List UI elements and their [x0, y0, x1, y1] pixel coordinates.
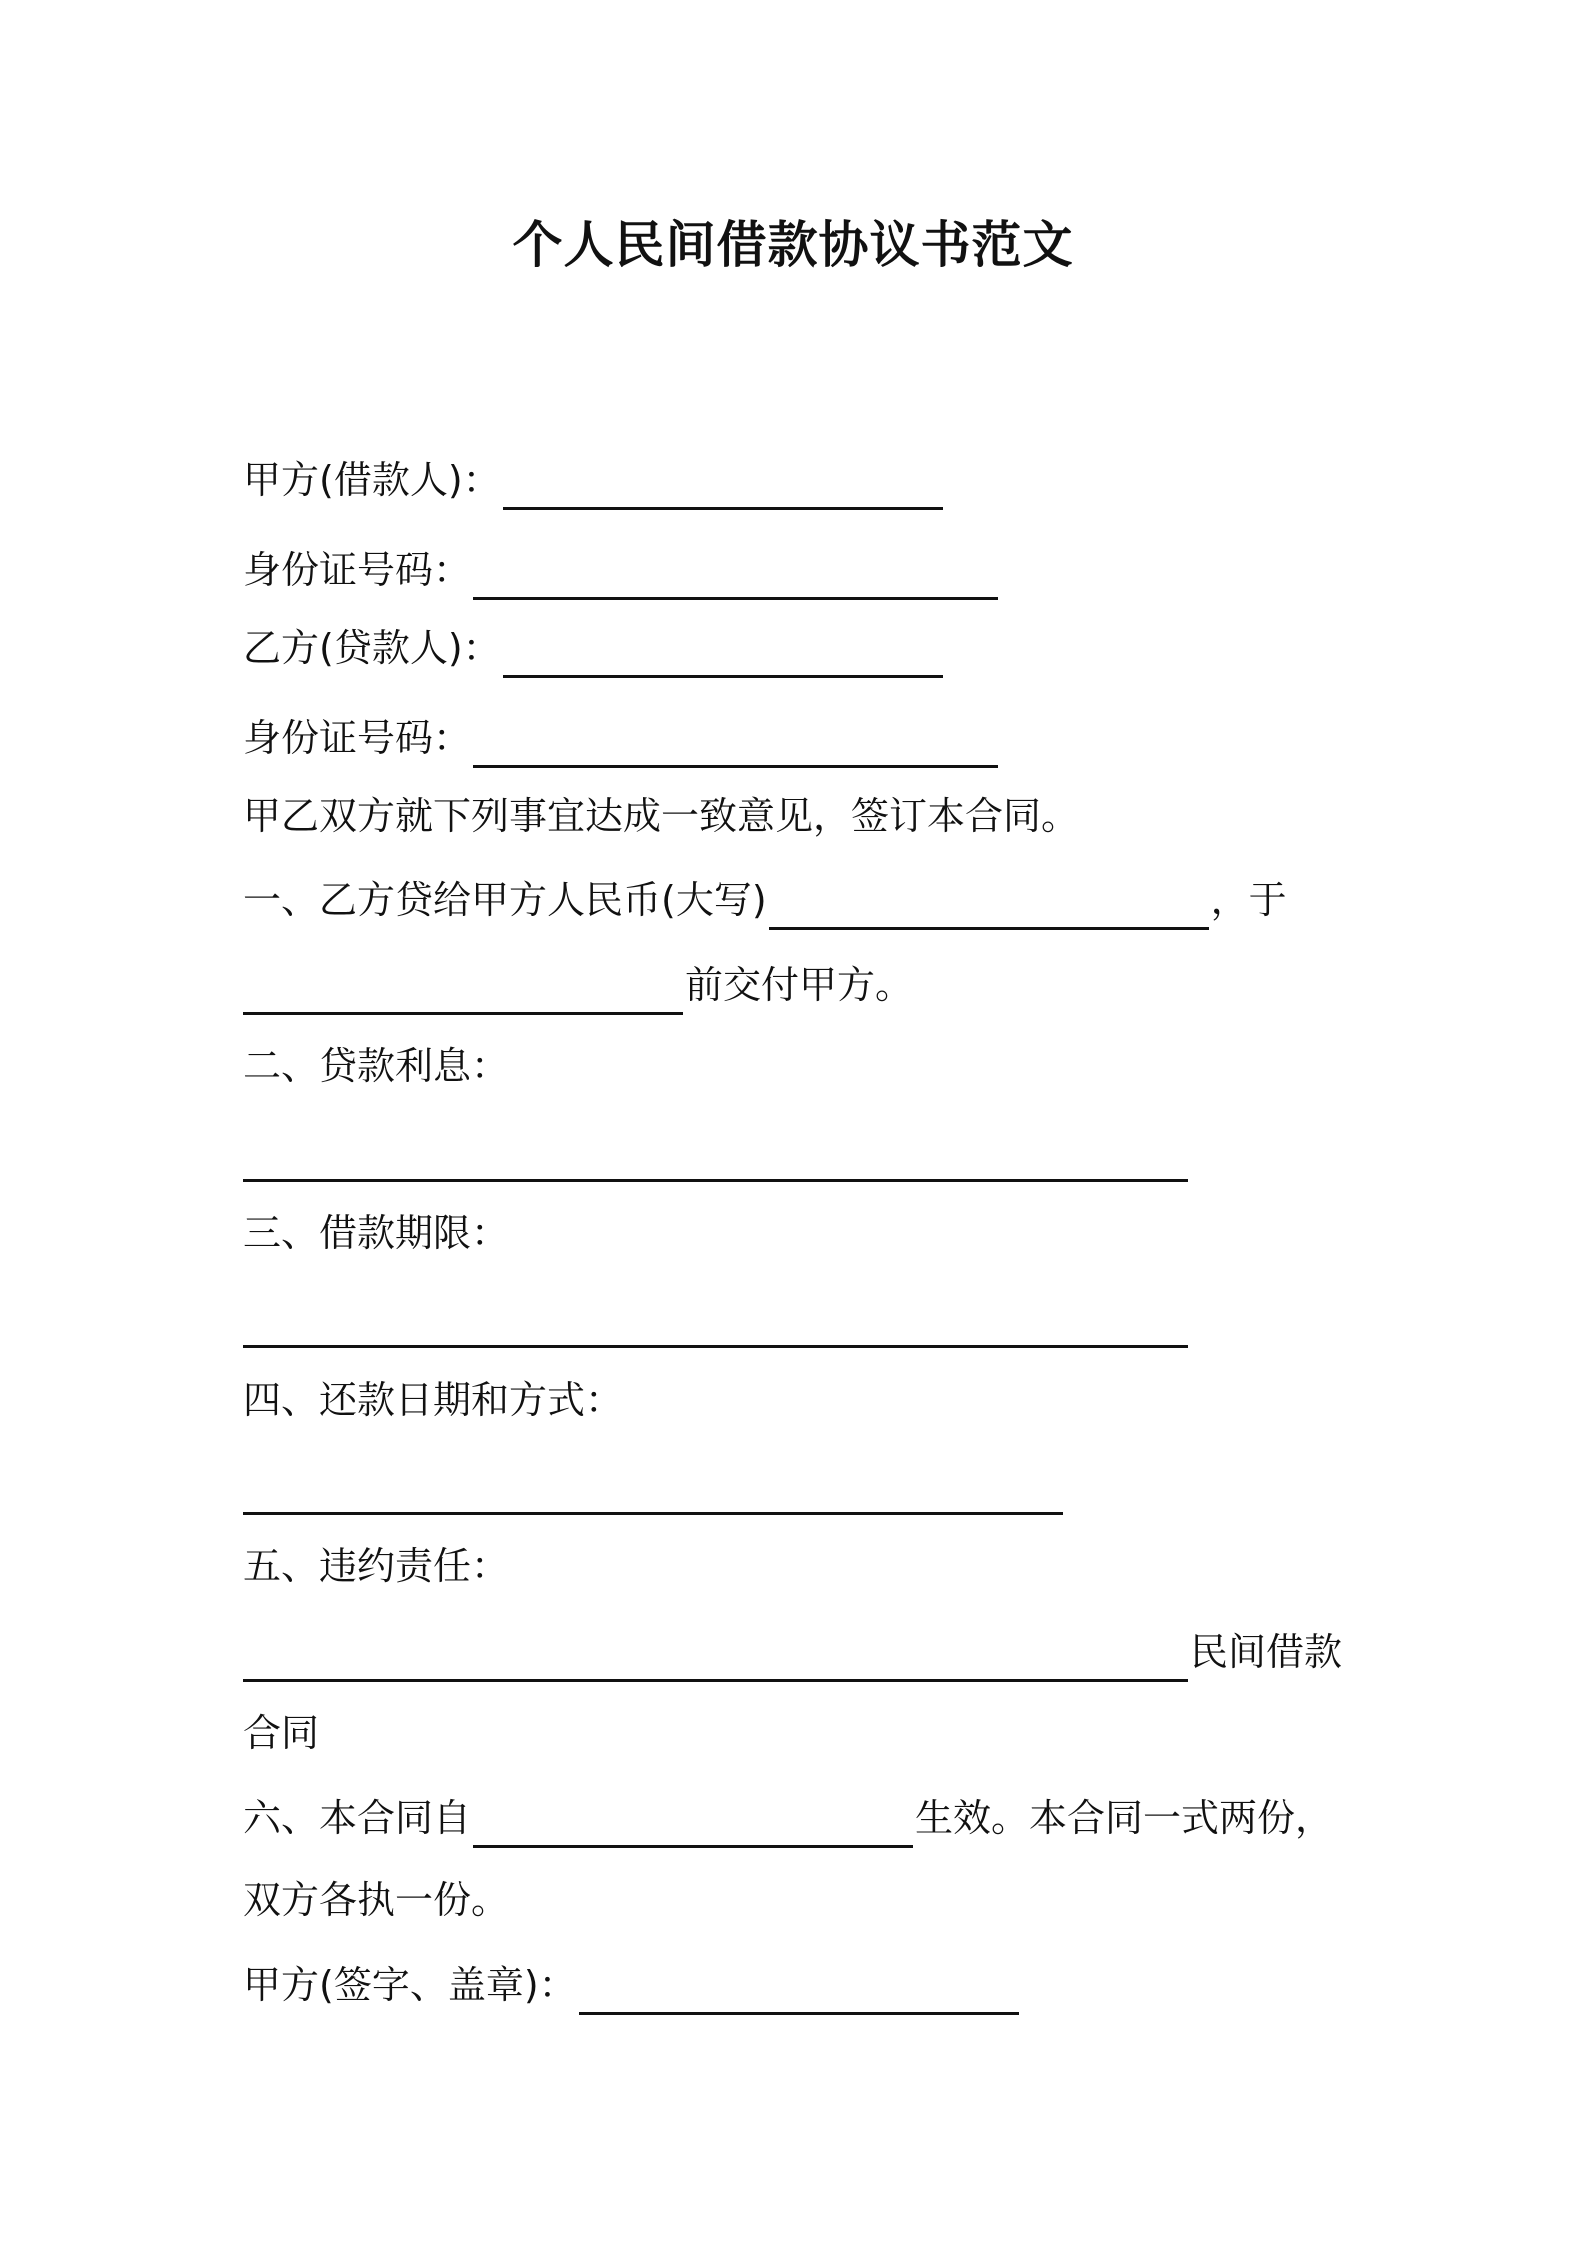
intro-text: 甲乙双方就下列事宜达成一致意见，签订本合同。: [243, 794, 1080, 838]
party-b-label: 乙方(贷款人)：: [243, 626, 501, 670]
party-b-blank[interactable]: [503, 625, 943, 678]
clause3-blank-row: [243, 1288, 1190, 1348]
clause6-prefix: 六、本合同自: [243, 1796, 472, 1840]
id-a-blank[interactable]: [473, 547, 998, 600]
party-b-row: [243, 618, 945, 678]
sign-a-row: [243, 1955, 1021, 2015]
id-a-label: 身份证号码：: [243, 548, 472, 592]
clause2-row: [243, 1036, 509, 1096]
clause4-label: 四、还款日期和方式：: [243, 1378, 624, 1422]
clause1-row: [243, 870, 1287, 930]
interest-blank[interactable]: [243, 1129, 1188, 1182]
clause4-blank-row: [243, 1455, 1065, 1515]
clause6-suffix: 生效。本合同一式两份，: [915, 1796, 1334, 1840]
delivery-date-blank[interactable]: [243, 962, 683, 1015]
clause5-wrap-row: [243, 1703, 319, 1763]
term-blank[interactable]: [243, 1295, 1188, 1348]
clause1-mid: ，于: [1210, 878, 1287, 922]
party-a-row: [243, 450, 945, 510]
clause5-label: 五、违约责任：: [243, 1544, 510, 1588]
id-b-blank[interactable]: [473, 715, 998, 768]
intro-row: [243, 786, 1079, 846]
clause5-wrap: 合同: [243, 1711, 320, 1755]
clause6-wrap: 双方各执一份。: [243, 1878, 510, 1922]
clause6-wrap-row: [243, 1870, 509, 1930]
clause5-row: [243, 1536, 509, 1596]
clause6-row: [243, 1788, 1333, 1848]
sign-a-blank[interactable]: [579, 1962, 1019, 2015]
clause3-label: 三、借款期限：: [243, 1211, 510, 1255]
clause1-wrap-row: [243, 955, 913, 1015]
sign-a-label: 甲方(签字、盖章)：: [243, 1963, 577, 2007]
clause2-label: 二、贷款利息：: [243, 1044, 510, 1088]
effective-date-blank[interactable]: [473, 1795, 913, 1848]
repayment-blank[interactable]: [243, 1462, 1063, 1515]
clause4-row: [243, 1370, 623, 1430]
clause2-blank-row: [243, 1122, 1190, 1182]
clause1-suffix: 前交付甲方。: [685, 963, 914, 1007]
id-b-label: 身份证号码：: [243, 716, 472, 760]
clause1-prefix: 一、乙方贷给甲方人民币(大写): [243, 878, 767, 922]
clause5-tail: 民间借款: [1190, 1630, 1343, 1674]
clause3-row: [243, 1203, 509, 1263]
document-title: 个人民间借款协议书范文: [512, 216, 1074, 274]
clause5-blank-row: [243, 1622, 1342, 1682]
breach-blank[interactable]: [243, 1629, 1188, 1682]
loan-amount-blank[interactable]: [769, 877, 1209, 930]
party-a-label: 甲方(借款人)：: [243, 458, 501, 502]
id-b-row: [243, 708, 1000, 768]
id-a-row: [243, 540, 1000, 600]
party-a-blank[interactable]: [503, 457, 943, 510]
